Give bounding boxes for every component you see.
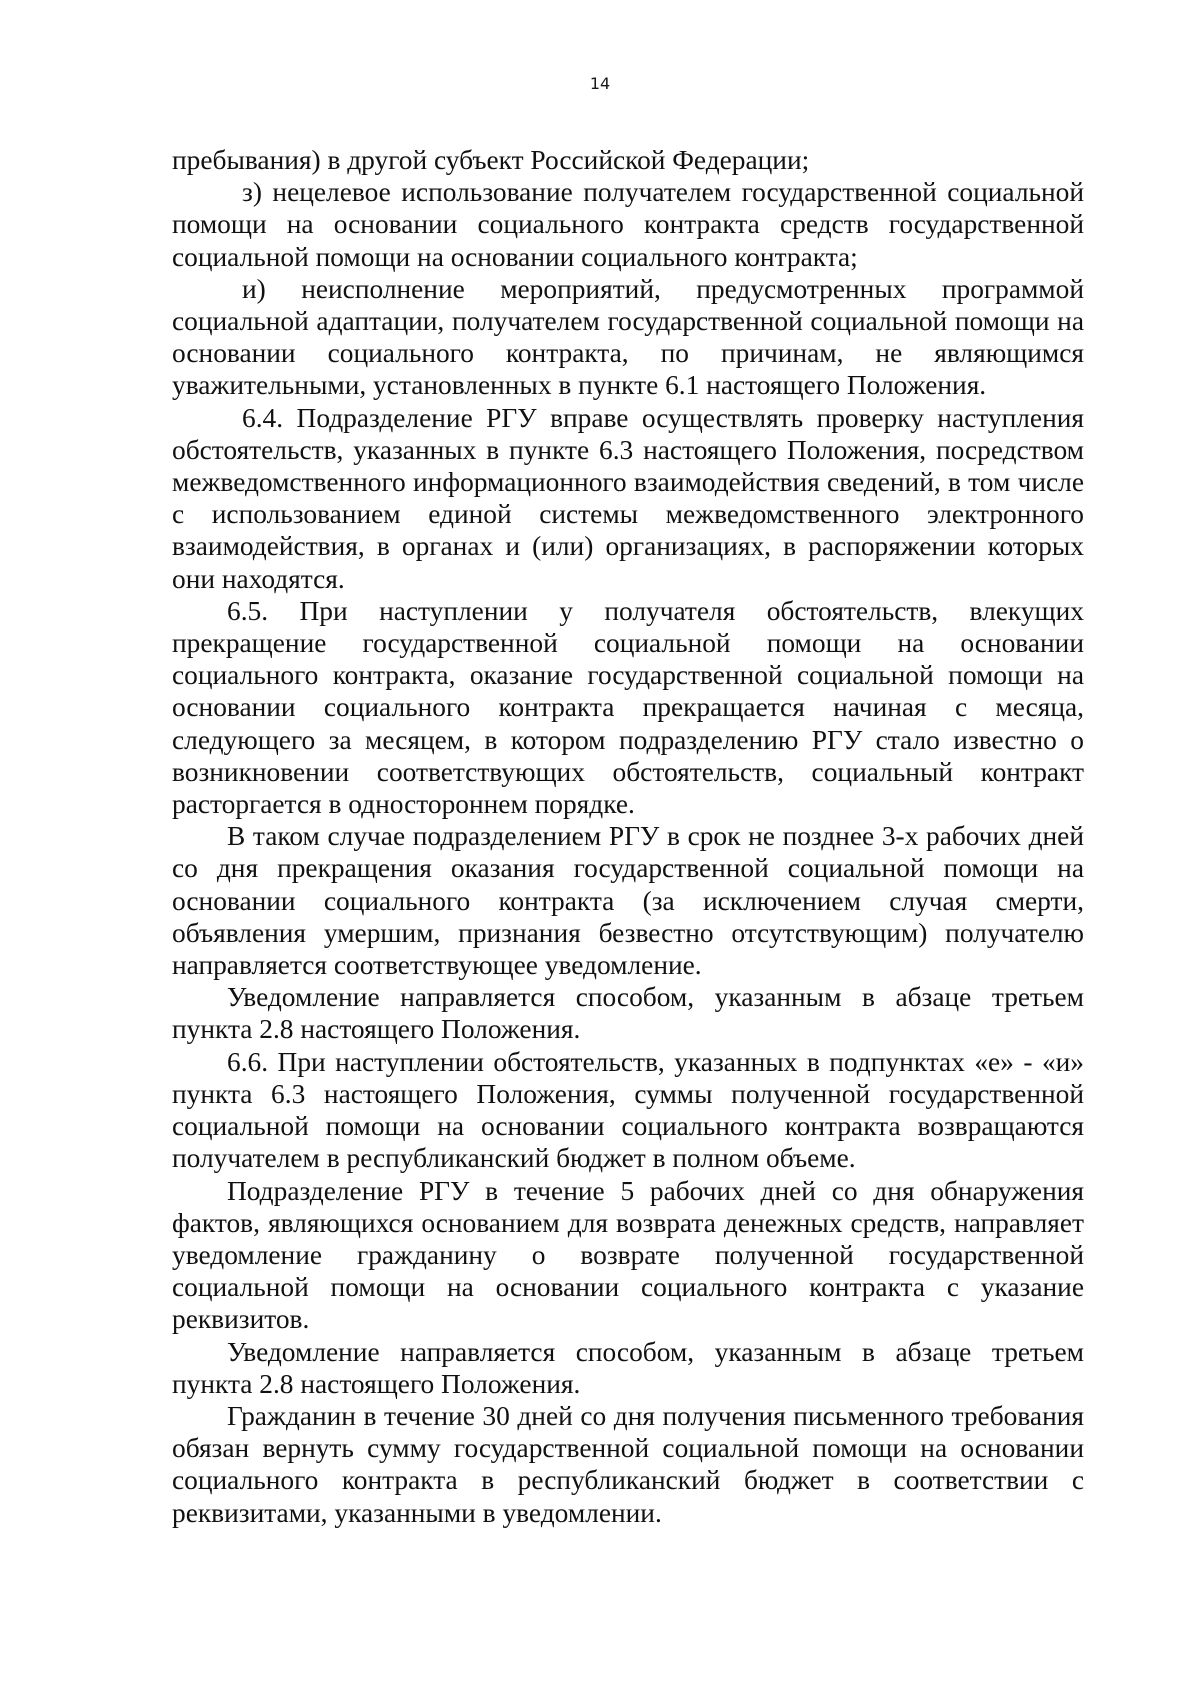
paragraph-6-5: 6.5. При наступлении у получателя обстоятельств, влекущих прекращение государственной социальной помощи на основании социального контракта, оказание государственной социальной помощи на основании социального контракта прекращается начиная с месяца, следующего за месяцем, в котором подразделению РГУ стало известно о возникновении соответствующих обстоятельств, социальный контракт расторгается в одностороннем порядке. [172,595,1084,820]
paragraph-6-6: 6.6. При наступлении обстоятельств, указанных в подпунктах «е» - «и» пункта 6.3 настоящего Положения, суммы полученной государственной социальной помощи на основании социального контракта возвращаются получателем в республиканский бюджет в полном объеме. [172,1046,1084,1174]
page-number: 14 [589,74,611,93]
paragraph-6-6-refund: Гражданин в течение 30 дней со дня получения письменного требования обязан вернуть сумму государственной социальной помощи на основании социального контракта в республиканский бюджет в соответствии с реквизитами, указанными в уведомлении. [172,1400,1084,1528]
document-body [172,144,1084,1529]
paragraph-6-6-notice-method: Уведомление направляется способом, указанным в абзаце третьем пункта 2.8 настоящего Положения. [172,1336,1084,1399]
paragraph-6-5-notice: В таком случае подразделением РГУ в срок не позднее 3-х рабочих дней со дня прекращения оказания государственной социальной помощи на основании социального контракта (за исключением случая смерти, объявления умершим, признания безвестно отсутствующим) получателю направляется соответствующее уведомление. [172,821,1084,981]
paragraph-6-4: 6.4. Подразделение РГУ вправе осуществлять проверку наступления обстоятельств, указанных в пункте 6.3 настоящего Положения, посредством межведомственного информационного взаимодействия сведений, в том числе с использованием единой системы межведомственного электронного взаимодействия, в органах и (или) организациях, в распоряжении которых они находятся. [172,402,1084,594]
paragraph-subitem-z: з) нецелевое использование получателем государственной социальной помощи на основании социального контракта средств государственной социальной помощи на основании социального контракта; [172,177,1084,272]
paragraph-6-6-notice: Подразделение РГУ в течение 5 рабочих дней со дня обнаружения фактов, являющихся основанием для возврата денежных средств, направляет уведомление гражданину о возврате полученной государственной социальной помощи на основании социального контракта с указание реквизитов. [172,1175,1084,1335]
paragraph-continuation: пребывания) в другой субъект Российской Федерации; [172,145,810,175]
paragraph-6-5-notice-method: Уведомление направляется способом, указанным в абзаце третьем пункта 2.8 настоящего Положения. [172,982,1084,1045]
paragraph-subitem-i: и) неисполнение мероприятий, предусмотренных программой социальной адаптации, получателем государственной социальной помощи на основании социального контракта, по причинам, не являющимся уважительными, установленных в пункте 6.1 настоящего Положения. [172,273,1084,401]
